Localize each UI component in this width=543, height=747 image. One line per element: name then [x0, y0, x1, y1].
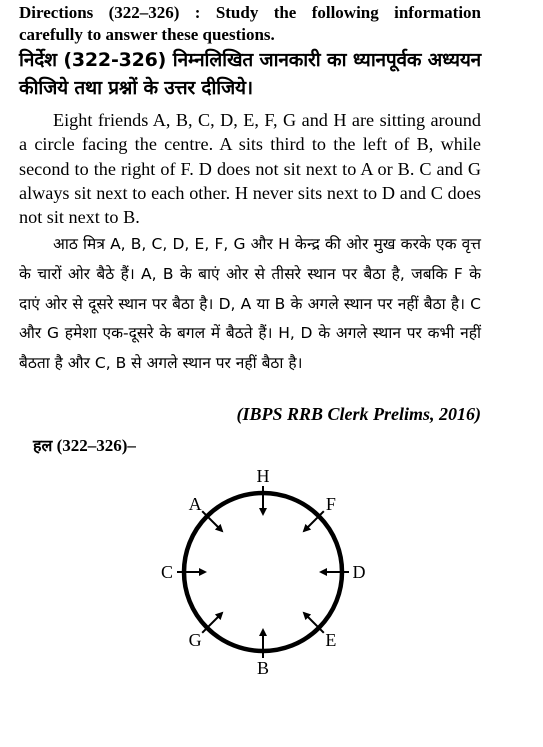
puzzle-paragraph-hindi: आठ मित्र A, B, C, D, E, F, G और H केन्द्र की ओर मुख करके एक वृत्त के चारों ओर बैठे हैं। A, B के बाएं ओर से तीसरे स्थान पर बैठा है, जबकि F के दाएं ओर से दूसरे स्थान पर बैठा है। D, A या B के अगले स्थान पर नहीं बैठा है। C और G हमेशा एक-दूसरे के बगल में बैठते हैं। H, D के अगले स्थान पर कभी नहीं बैठता है और C, B से अगले स्थान पर नहीं बैठा है। — [19, 235, 481, 373]
seat-label-e: E — [325, 629, 337, 650]
seat-label-c: C — [160, 562, 174, 582]
seat-label-b: B — [256, 658, 270, 678]
solution-label-hindi: हल — [33, 436, 53, 455]
puzzle-paragraph-english: Eight friends A, B, C, D, E, F, G and H are sitting around a circle facing the centre. A sits third to the left of B, while second to the right of F. D does not sit next to A or B. C and G always sit next to each other. H never sits next to D and C does not sit next to B. — [19, 110, 481, 228]
solution-label-range: (322–326)– — [56, 436, 136, 455]
seat-label-a: A — [188, 494, 202, 515]
seat-label-h: H — [256, 466, 270, 486]
seat-label-g: G — [188, 629, 202, 650]
seat-label-d: D — [352, 562, 366, 582]
exam-source: (IBPS RRB Clerk Prelims, 2016) — [236, 404, 481, 424]
directions-english: Directions (322–326) : Study the following information carefully to answer these questions. — [19, 3, 481, 44]
seat-label-f: F — [325, 494, 336, 515]
directions-hindi: निर्देश (322-326) निम्नलिखित जानकारी का ध्यानपूर्वक अध्ययन कीजिये तथा प्रश्नों के उत्तर दीजिये। — [19, 49, 481, 99]
